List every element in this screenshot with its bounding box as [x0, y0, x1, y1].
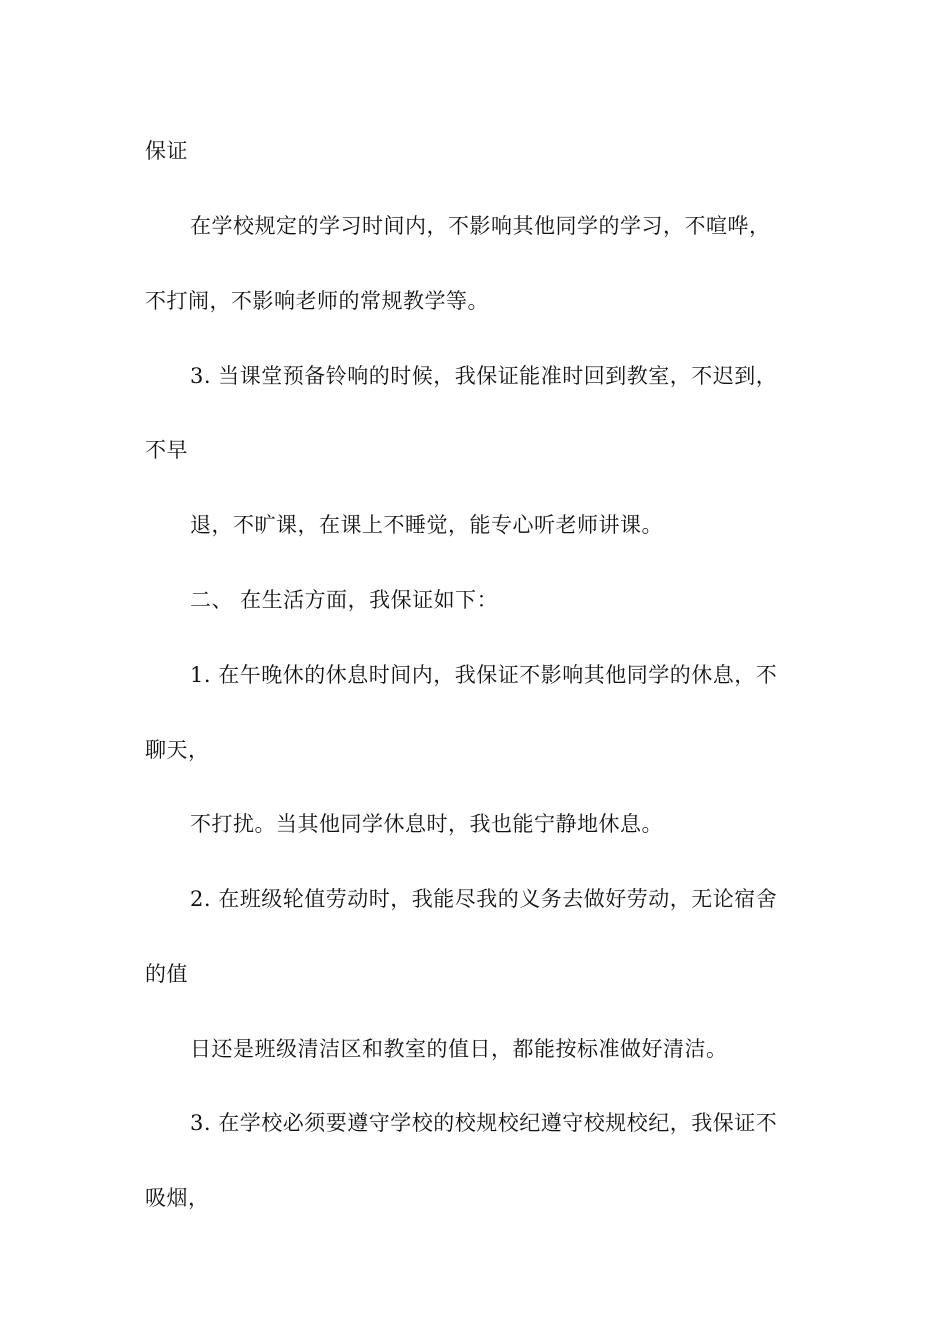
text-line: 在学校规定的学习时间内，不影响其他同学的学习，不喧哗，: [190, 214, 771, 238]
text-line: 3. 在学校必须要遵守学校的校规校纪遵守校规校纪，我保证不: [190, 1111, 778, 1135]
text-line: 保证: [145, 139, 188, 163]
text-line: 3. 当课堂预备铃响的时候，我保证能准时回到教室，不迟到，: [190, 364, 778, 388]
text-line: 2. 在班级轮值劳动时，我能尽我的义务去做好劳动，无论宿舍: [190, 887, 778, 911]
text-line: 的值: [145, 962, 188, 986]
text-line: 不打闹，不影响老师的常规教学等。: [145, 289, 489, 313]
text-line: 吸烟，: [145, 1186, 210, 1210]
text-line: 日还是班级清洁区和教室的值日，都能按标准做好清洁。: [190, 1037, 728, 1061]
text-line: 退，不旷课，在课上不睡觉，能专心听老师讲课。: [190, 513, 663, 537]
text-line: 1. 在午晚休的休息时间内，我保证不影响其他同学的休息，不: [190, 663, 778, 687]
text-line: 不早: [145, 438, 188, 462]
section-heading: 二、 在生活方面，我保证如下：: [190, 588, 499, 612]
text-line: 不打扰。当其他同学休息时，我也能宁静地休息。: [190, 812, 663, 836]
text-line: 聊天，: [145, 738, 210, 762]
